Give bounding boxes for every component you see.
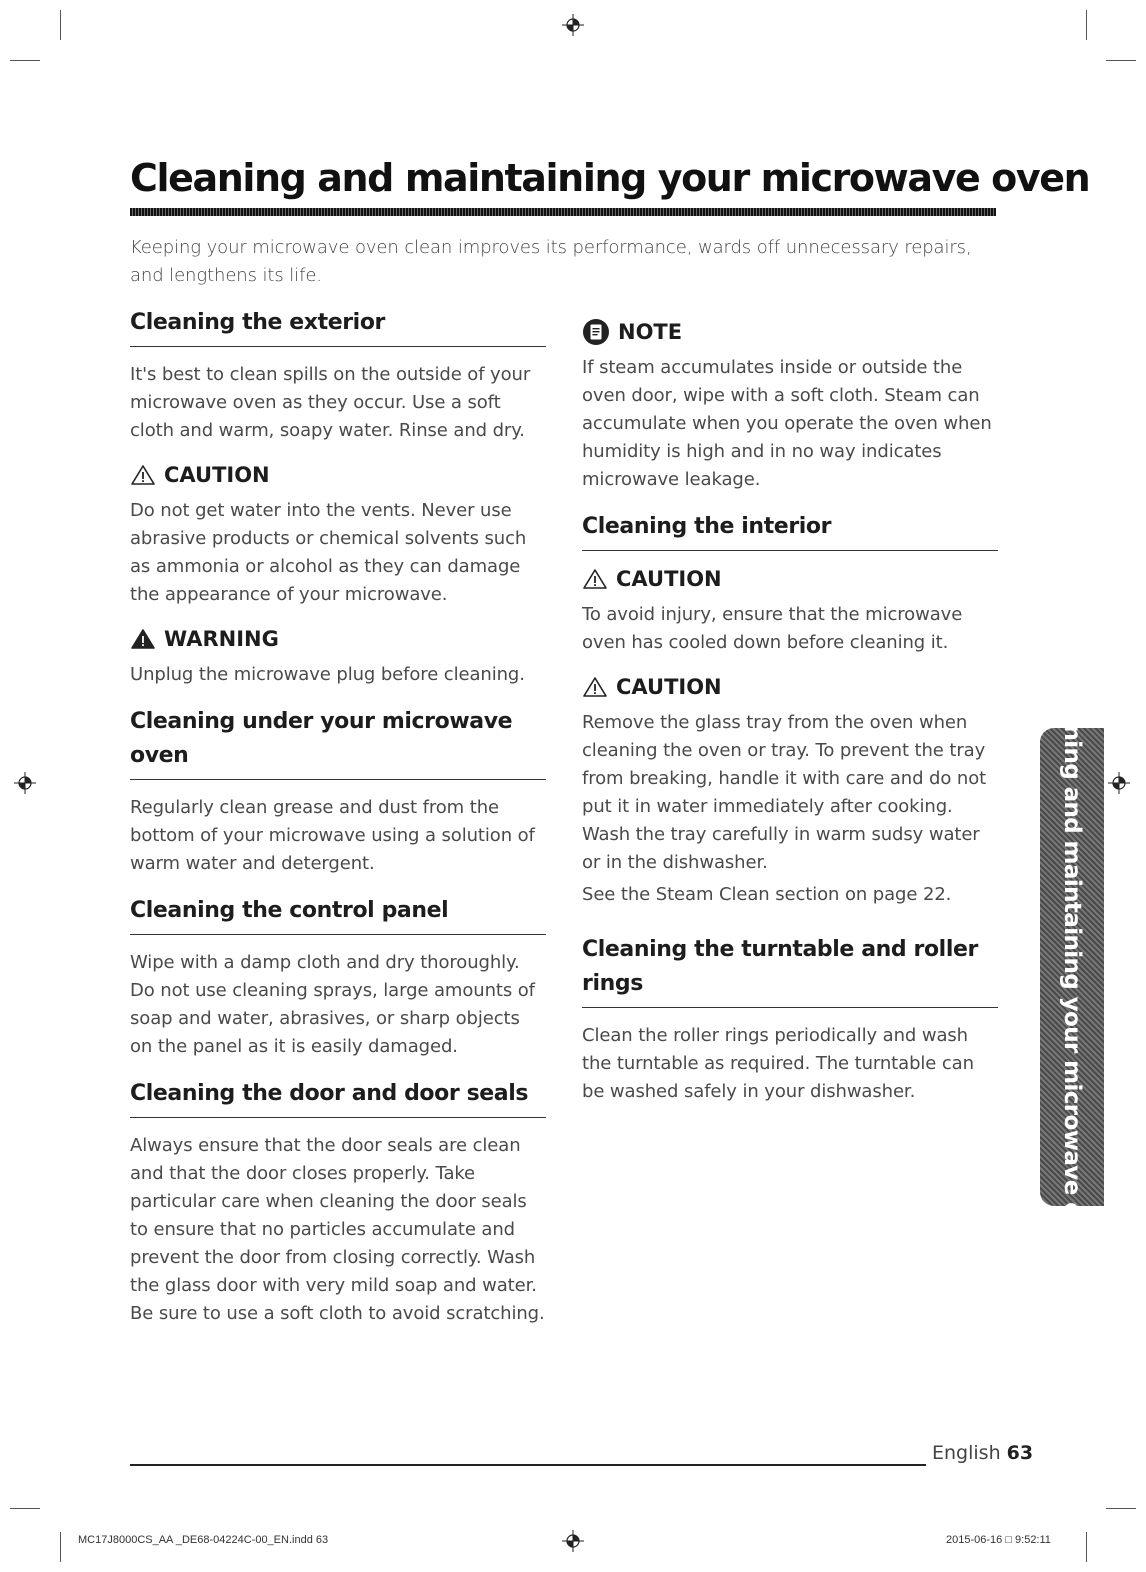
- section-body: Clean the roller rings periodically and wash the turntable as required. The turntable can be washed safely in your dishwasher.: [582, 1025, 974, 1102]
- page-number: [932, 1442, 1033, 1464]
- crop-mark: [10, 60, 40, 61]
- footer-language: English: [932, 1442, 1001, 1464]
- caution-body: To avoid injury, ensure that the microwave oven has cooled down before cleaning it.: [582, 604, 963, 653]
- section-heading: Cleaning the door and door seals: [130, 1077, 546, 1118]
- section-heading: Cleaning the control panel: [130, 894, 546, 935]
- section-body: Always ensure that the door seals are clean and that the door closes properly. Take particular care when cleaning the door seals to ensure that no particles accumulate and prevent the door from closing correctly. Wash the glass door with very mild soap and water. Be sure to use a soft cloth to avoid scratching.: [130, 1135, 545, 1324]
- registration-mark-icon: [1108, 772, 1130, 794]
- section-turntable: [582, 933, 998, 1106]
- section-heading: Cleaning the interior: [582, 510, 998, 551]
- caution-label-row: [582, 673, 998, 701]
- caution-label-row: [582, 565, 998, 593]
- intro-text: Keeping your microwave oven clean improves its performance, wards off unnecessary repairs, and lengthens its life.: [130, 237, 972, 286]
- right-column: [582, 318, 998, 1122]
- note-block: [582, 318, 998, 494]
- footer-page-number: 63: [1006, 1442, 1034, 1464]
- print-slug-right: 2015-06-16 □ 9:52:11: [946, 1534, 1051, 1546]
- caution-triangle-icon: [130, 464, 156, 486]
- page-title: Cleaning and maintaining your microwave oven: [130, 156, 1090, 200]
- see-also-text: See the Steam Clean section on page 22.: [582, 884, 952, 905]
- caution-body: Do not get water into the vents. Never use abrasive products or chemical solvents such as ammonia or alcohol as they can damage the appearance of your microwave.: [130, 500, 527, 605]
- print-slug-left: MC17J8000CS_AA _DE68-04224C-00_EN.indd 63: [78, 1534, 329, 1546]
- warning-body: Unplug the microwave plug before cleaning.: [130, 664, 525, 685]
- section-door: [130, 1077, 546, 1328]
- section-body: Regularly clean grease and dust from the bottom of your microwave using a solution of warm water and detergent.: [130, 797, 535, 874]
- warning-label-row: [130, 625, 546, 653]
- caution-triangle-icon: [582, 568, 608, 590]
- section-interior: [582, 510, 998, 551]
- registration-mark-icon: [562, 14, 584, 36]
- warning-label: WARNING: [164, 627, 279, 651]
- registration-mark-icon: [14, 772, 36, 794]
- section-heading: Cleaning the exterior: [130, 306, 546, 347]
- warning-block: [130, 625, 546, 689]
- warning-triangle-filled-icon: [130, 628, 156, 650]
- footer-rule: [130, 1464, 926, 1466]
- section-body: It's best to clean spills on the outside of your microwave oven as they occur. Use a soft cloth and warm, soapy water. Rinse and dry.: [130, 364, 531, 441]
- note-label: NOTE: [618, 320, 683, 344]
- crop-mark: [60, 1532, 61, 1562]
- caution-triangle-icon: [582, 676, 608, 698]
- caution-block: [582, 565, 998, 657]
- caution-body: Remove the glass tray from the oven when cleaning the oven or tray. To prevent the tray from breaking, handle it with care and do not put it in water immediately after cooking. Wash the tray carefully in warm sudsy water or in the dishwasher.: [582, 712, 987, 873]
- crop-mark: [1106, 60, 1136, 61]
- crop-mark: [10, 1508, 40, 1509]
- section-exterior: [130, 306, 546, 445]
- caution-block: [582, 673, 998, 909]
- caution-label-row: [130, 461, 546, 489]
- caution-label: CAUTION: [164, 463, 270, 487]
- note-document-icon: [582, 318, 610, 346]
- note-label-row: [582, 318, 998, 346]
- caution-block: [130, 461, 546, 609]
- section-body: Wipe with a damp cloth and dry thoroughly. Do not use cleaning sprays, large amounts of soap and water, abrasives, or sharp objects on the panel as it is easily damaged.: [130, 952, 535, 1057]
- section-control-panel: [130, 894, 546, 1061]
- crop-mark: [1086, 1532, 1087, 1562]
- section-heading: Cleaning under your microwave oven: [130, 705, 546, 780]
- caution-label: CAUTION: [616, 567, 722, 591]
- crop-mark: [1106, 1508, 1136, 1509]
- title-rule: [130, 208, 996, 216]
- section-under: [130, 705, 546, 878]
- chapter-side-tab-label: Cleaning and maintaining your microwave oven: [1059, 671, 1085, 1263]
- chapter-side-tab: [1040, 671, 1104, 1263]
- left-column: [130, 306, 546, 1344]
- crop-mark: [60, 10, 61, 40]
- registration-mark-icon: [562, 1530, 584, 1552]
- section-heading: Cleaning the turntable and roller rings: [582, 933, 998, 1008]
- caution-label: CAUTION: [616, 675, 722, 699]
- note-body: If steam accumulates inside or outside the oven door, wipe with a soft cloth. Steam can accumulate when you operate the oven when humidity is high and in no way indicates microwave leakage.: [582, 357, 992, 490]
- crop-mark: [1086, 10, 1087, 40]
